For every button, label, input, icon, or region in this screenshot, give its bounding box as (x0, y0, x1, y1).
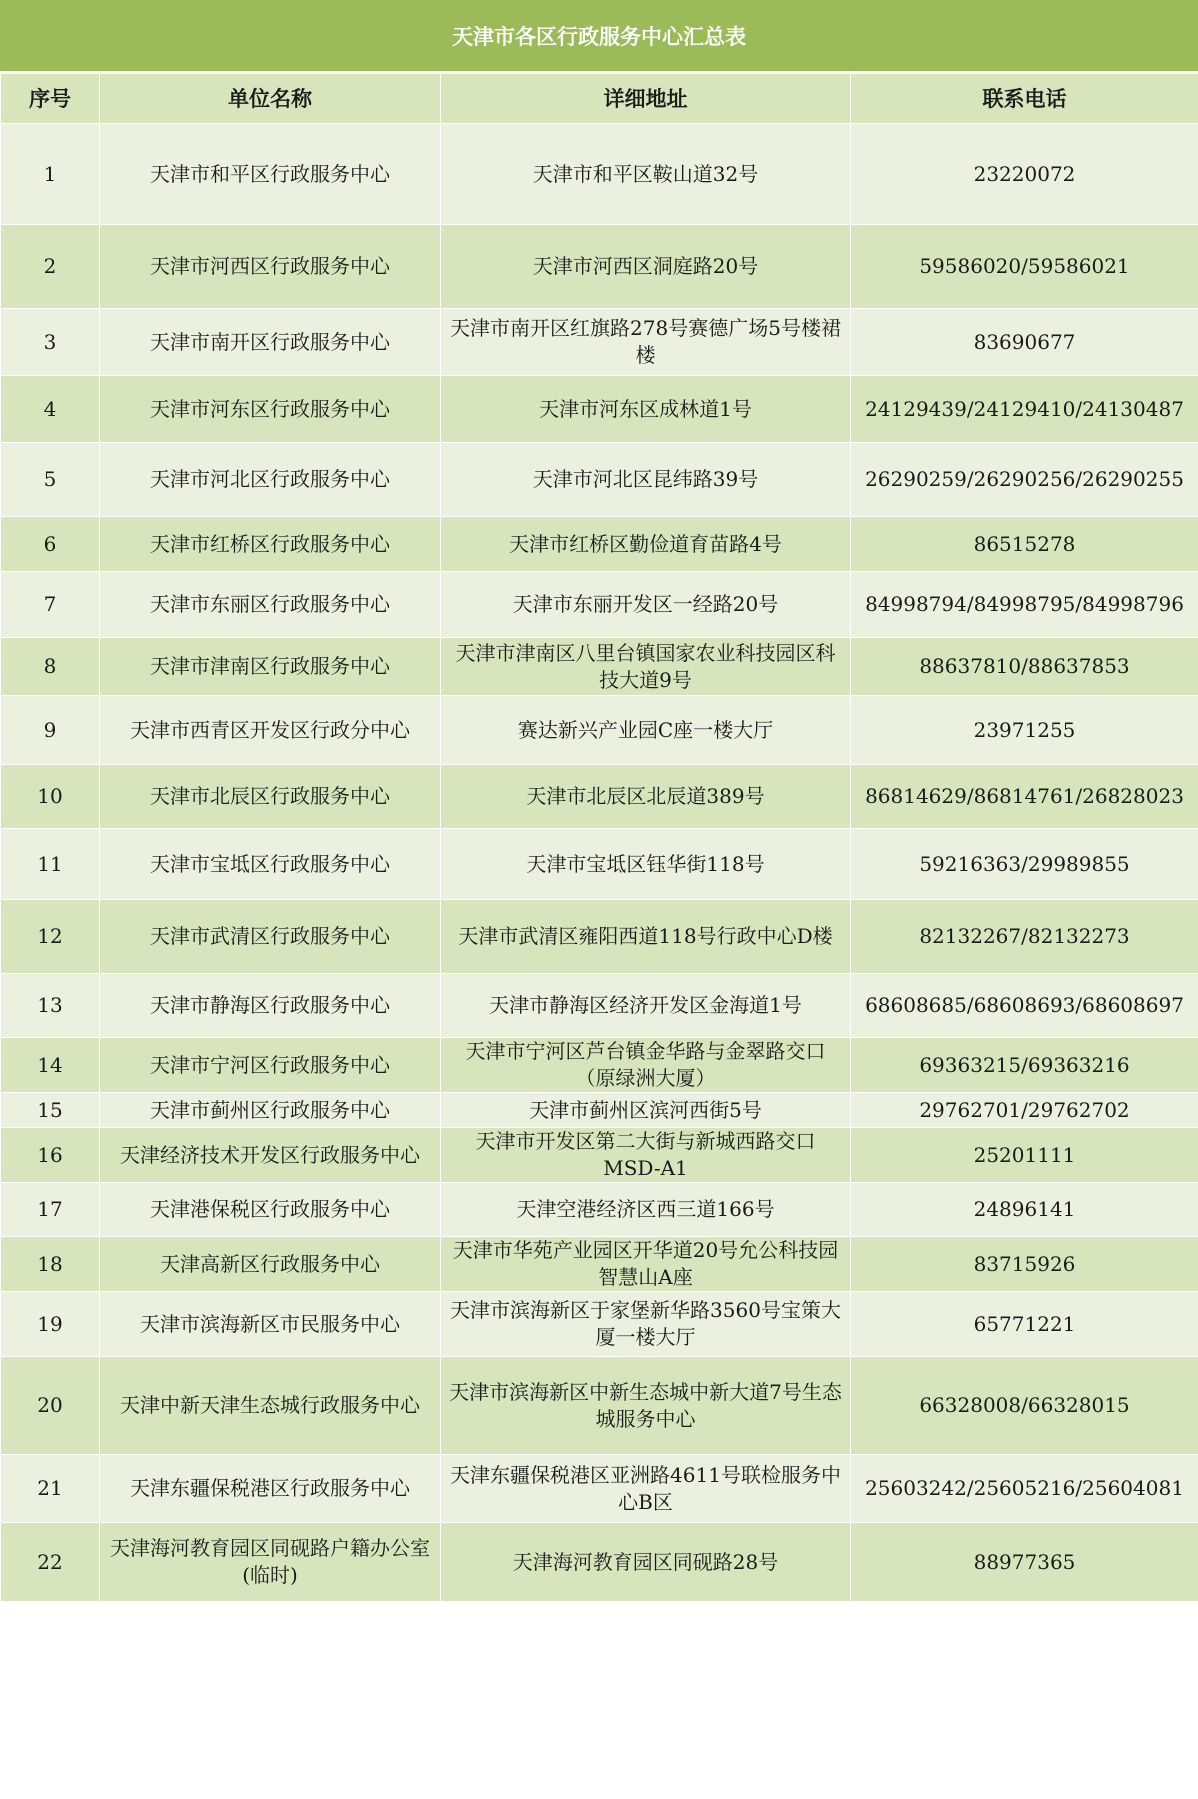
table-row (1, 974, 1198, 1038)
cell-index: 12 (1, 900, 100, 974)
cell-index: 20 (1, 1357, 100, 1455)
cell-index: 22 (1, 1523, 100, 1602)
cell-address: 天津市华苑产业园区开华道20号允公科技园智慧山A座 (441, 1237, 851, 1292)
cell-phone: 69363215/69363216 (851, 1038, 1198, 1093)
cell-address: 天津市宁河区芦台镇金华路与金翠路交口（原绿洲大厦） (441, 1038, 851, 1093)
cell-name: 天津经济技术开发区行政服务中心 (100, 1128, 441, 1183)
table-row (1, 124, 1198, 225)
table-row (1, 696, 1198, 765)
cell-phone: 68608685/68608693/68608697 (851, 974, 1198, 1038)
cell-index: 16 (1, 1128, 100, 1183)
cell-address: 天津市红桥区勤俭道育苗路4号 (441, 517, 851, 572)
cell-name: 天津市和平区行政服务中心 (100, 124, 441, 225)
table-body (1, 124, 1198, 1602)
table-row (1, 1038, 1198, 1093)
cell-name: 天津市河东区行政服务中心 (100, 376, 441, 443)
table-row (1, 225, 1198, 309)
cell-phone: 24896141 (851, 1183, 1198, 1237)
table-row (1, 900, 1198, 974)
cell-index: 5 (1, 443, 100, 517)
cell-phone: 59586020/59586021 (851, 225, 1198, 309)
cell-address: 天津空港经济区西三道166号 (441, 1183, 851, 1237)
cell-name: 天津高新区行政服务中心 (100, 1237, 441, 1292)
header-address: 详细地址 (441, 74, 851, 124)
cell-index: 21 (1, 1455, 100, 1523)
cell-phone: 24129439/24129410/24130487 (851, 376, 1198, 443)
table-row (1, 638, 1198, 696)
cell-address: 天津海河教育园区同砚路28号 (441, 1523, 851, 1602)
cell-address: 天津市河北区昆纬路39号 (441, 443, 851, 517)
cell-name: 天津市西青区开发区行政分中心 (100, 696, 441, 765)
cell-name: 天津市滨海新区市民服务中心 (100, 1292, 441, 1357)
cell-address: 天津市南开区红旗路278号赛德广场5号楼裙楼 (441, 309, 851, 376)
cell-address: 天津市和平区鞍山道32号 (441, 124, 851, 225)
cell-index: 13 (1, 974, 100, 1038)
table-row (1, 1128, 1198, 1183)
cell-phone: 86814629/86814761/26828023 (851, 765, 1198, 829)
cell-phone: 26290259/26290256/26290255 (851, 443, 1198, 517)
cell-phone: 88637810/88637853 (851, 638, 1198, 696)
table-row (1, 443, 1198, 517)
cell-address: 天津市东丽开发区一经路20号 (441, 572, 851, 638)
cell-name: 天津海河教育园区同砚路户籍办公室(临时) (100, 1523, 441, 1602)
cell-name: 天津市南开区行政服务中心 (100, 309, 441, 376)
cell-name: 天津市东丽区行政服务中心 (100, 572, 441, 638)
cell-index: 7 (1, 572, 100, 638)
cell-index: 6 (1, 517, 100, 572)
cell-phone: 86515278 (851, 517, 1198, 572)
cell-address: 天津市武清区雍阳西道118号行政中心D楼 (441, 900, 851, 974)
cell-index: 8 (1, 638, 100, 696)
table-row (1, 517, 1198, 572)
cell-index: 4 (1, 376, 100, 443)
header-index: 序号 (1, 74, 100, 124)
cell-address: 天津市蓟州区滨河西街5号 (441, 1093, 851, 1128)
cell-name: 天津东疆保税港区行政服务中心 (100, 1455, 441, 1523)
cell-name: 天津市宝坻区行政服务中心 (100, 829, 441, 900)
cell-index: 3 (1, 309, 100, 376)
header-row (1, 74, 1198, 124)
cell-phone: 66328008/66328015 (851, 1357, 1198, 1455)
cell-index: 2 (1, 225, 100, 309)
cell-address: 天津市开发区第二大街与新城西路交口MSD-A1 (441, 1128, 851, 1183)
table-row (1, 1292, 1198, 1357)
cell-name: 天津市津南区行政服务中心 (100, 638, 441, 696)
cell-address: 赛达新兴产业园C座一楼大厅 (441, 696, 851, 765)
service-center-table (0, 73, 1198, 1602)
cell-index: 17 (1, 1183, 100, 1237)
cell-phone: 29762701/29762702 (851, 1093, 1198, 1128)
table-row (1, 376, 1198, 443)
cell-index: 15 (1, 1093, 100, 1128)
cell-name: 天津市河西区行政服务中心 (100, 225, 441, 309)
table-row (1, 829, 1198, 900)
cell-address: 天津市河东区成林道1号 (441, 376, 851, 443)
cell-address: 天津市宝坻区钰华街118号 (441, 829, 851, 900)
table-row (1, 1093, 1198, 1128)
cell-phone: 88977365 (851, 1523, 1198, 1602)
cell-index: 1 (1, 124, 100, 225)
cell-phone: 25603242/25605216/25604081 (851, 1455, 1198, 1523)
cell-name: 天津市红桥区行政服务中心 (100, 517, 441, 572)
cell-name: 天津港保税区行政服务中心 (100, 1183, 441, 1237)
cell-phone: 59216363/29989855 (851, 829, 1198, 900)
cell-name: 天津市宁河区行政服务中心 (100, 1038, 441, 1093)
table-title: 天津市各区行政服务中心汇总表 (0, 0, 1198, 73)
cell-phone: 65771221 (851, 1292, 1198, 1357)
cell-index: 19 (1, 1292, 100, 1357)
table-row (1, 765, 1198, 829)
cell-address: 天津市河西区洞庭路20号 (441, 225, 851, 309)
table-row (1, 572, 1198, 638)
table-row (1, 1523, 1198, 1602)
header-name: 单位名称 (100, 74, 441, 124)
cell-address: 天津市滨海新区于家堡新华路3560号宝策大厦一楼大厅 (441, 1292, 851, 1357)
cell-index: 9 (1, 696, 100, 765)
table-row (1, 1183, 1198, 1237)
table-row (1, 309, 1198, 376)
table-row (1, 1237, 1198, 1292)
cell-name: 天津市蓟州区行政服务中心 (100, 1093, 441, 1128)
cell-address: 天津市滨海新区中新生态城中新大道7号生态城服务中心 (441, 1357, 851, 1455)
cell-name: 天津市北辰区行政服务中心 (100, 765, 441, 829)
cell-phone: 82132267/82132273 (851, 900, 1198, 974)
cell-phone: 84998794/84998795/84998796 (851, 572, 1198, 638)
table-row (1, 1455, 1198, 1523)
cell-index: 14 (1, 1038, 100, 1093)
cell-phone: 25201111 (851, 1128, 1198, 1183)
cell-phone: 23220072 (851, 124, 1198, 225)
cell-phone: 83690677 (851, 309, 1198, 376)
header-phone: 联系电话 (851, 74, 1198, 124)
cell-phone: 83715926 (851, 1237, 1198, 1292)
cell-name: 天津中新天津生态城行政服务中心 (100, 1357, 441, 1455)
cell-address: 天津市北辰区北辰道389号 (441, 765, 851, 829)
cell-name: 天津市武清区行政服务中心 (100, 900, 441, 974)
cell-address: 天津市津南区八里台镇国家农业科技园区科技大道9号 (441, 638, 851, 696)
cell-index: 10 (1, 765, 100, 829)
cell-index: 18 (1, 1237, 100, 1292)
table-row (1, 1357, 1198, 1455)
cell-index: 11 (1, 829, 100, 900)
cell-address: 天津东疆保税港区亚洲路4611号联检服务中心B区 (441, 1455, 851, 1523)
cell-phone: 23971255 (851, 696, 1198, 765)
cell-name: 天津市静海区行政服务中心 (100, 974, 441, 1038)
cell-address: 天津市静海区经济开发区金海道1号 (441, 974, 851, 1038)
cell-name: 天津市河北区行政服务中心 (100, 443, 441, 517)
